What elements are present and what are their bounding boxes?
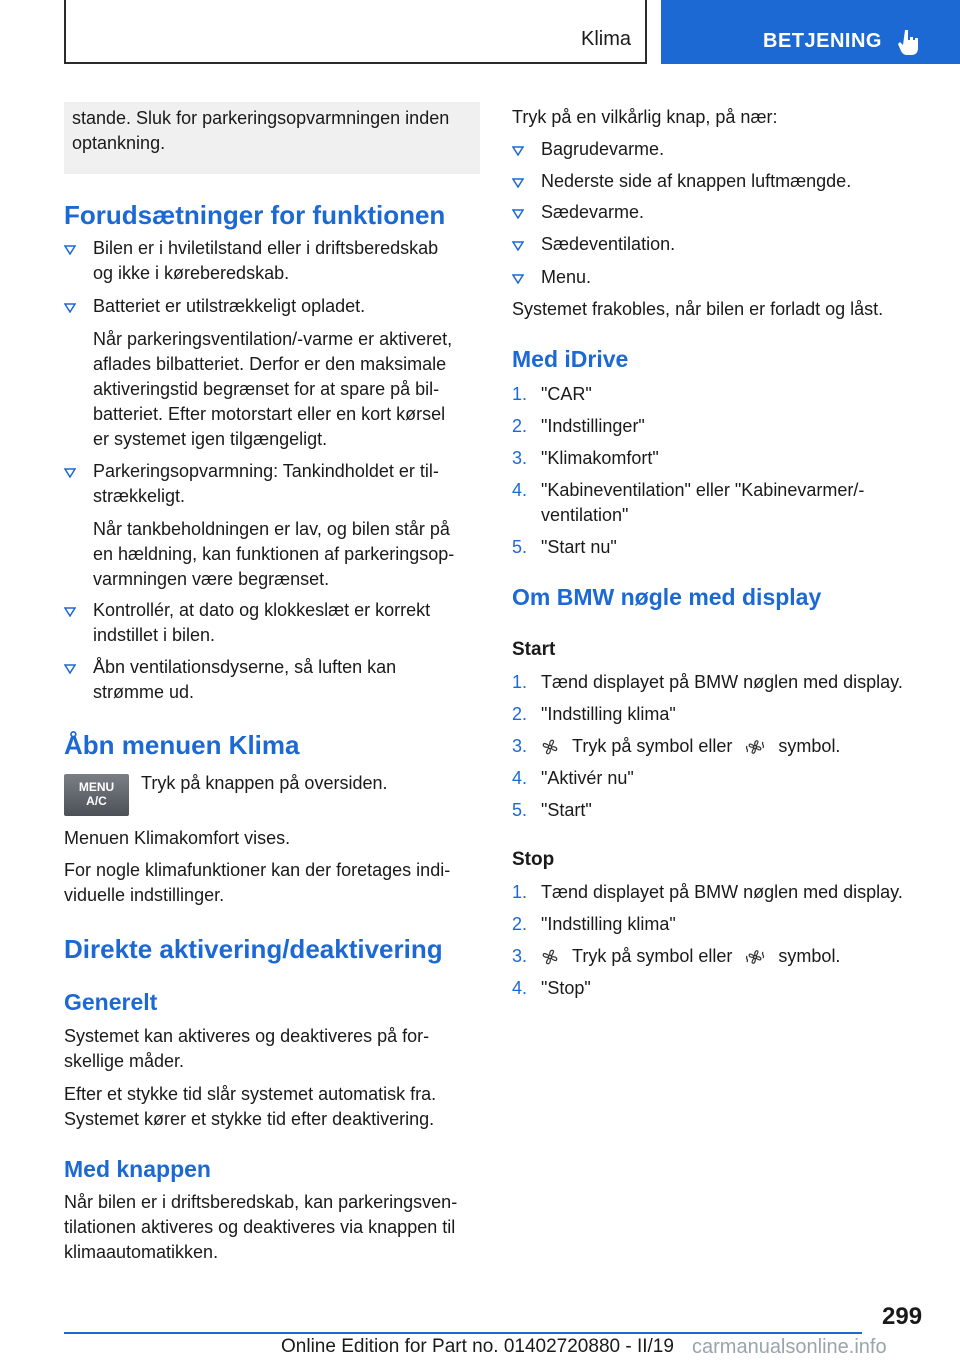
- list-item-text: Kontrollér, at dato og klokkeslæt er korrekt: [93, 600, 431, 620]
- list-item-text: og ikke i køreberedskab.: [93, 263, 290, 283]
- step-text: "Kabineventilation" eller "Kabinevarmer/-: [541, 480, 865, 500]
- list-item-text: Åbn ventilationsdyserne, så luften kan: [93, 657, 397, 677]
- continued-note: [64, 102, 480, 174]
- list-item-text: Parkeringsopvarmning: Tankindholdet er til-: [93, 461, 439, 481]
- paragraph-line: viduelle indstillinger.: [64, 885, 225, 905]
- list-item-text: Batteriet er utilstrækkeligt opladet.: [93, 296, 366, 316]
- menu-button-line: MENU: [78, 780, 115, 794]
- paragraph-line: tilationen aktiveres og deaktiveres via knappen til: [64, 1217, 456, 1237]
- paragraph-line: Systemet kører et stykke tid efter deaktivering.: [64, 1109, 435, 1129]
- step-number: 2.: [512, 704, 528, 724]
- list-item-text: Bagrudevarme.: [541, 139, 665, 159]
- general-paragraph: [64, 1024, 429, 1074]
- step-number: 1.: [512, 882, 528, 902]
- list-item-text: Sædevarme.: [541, 202, 645, 222]
- menu-button-line: A/C: [86, 794, 107, 808]
- step-text: "CAR": [541, 384, 592, 404]
- list-item-subtext: Når parkeringsventilation/-varme er aktiveret,: [93, 329, 453, 349]
- list-item-text: strømme ud.: [93, 682, 195, 702]
- step-text: Tryk på symbol eller: [572, 736, 733, 756]
- step-number: 1.: [512, 384, 528, 404]
- step-text: "Klimakomfort": [541, 448, 659, 468]
- after-text: Systemet frakobles, når bilen er forladt og låst.: [512, 299, 884, 319]
- triangle-bullet-icon: [64, 664, 76, 674]
- stop-heading: Stop: [512, 849, 555, 870]
- step-number: 3.: [512, 736, 528, 756]
- fan-heat-icon: [745, 948, 765, 966]
- paragraph-line: Efter et stykke tid slår systemet automatisk fra.: [64, 1084, 437, 1104]
- list-item-subtext: en hældning, kan funktionen af parkeringsop-: [93, 544, 455, 564]
- step-text: "Aktivér nu": [541, 768, 634, 788]
- triangle-bullet-icon: [512, 241, 524, 251]
- step-number: 1.: [512, 672, 528, 692]
- step-text: "Indstilling klima": [541, 704, 676, 724]
- step-number: 5.: [512, 537, 528, 557]
- triangle-bullet-icon: [512, 274, 524, 284]
- triangle-bullet-icon: [512, 178, 524, 188]
- fan-icon: [541, 948, 559, 966]
- header-tab-label: BETJENING: [763, 30, 882, 52]
- step-number: 3.: [512, 946, 528, 966]
- step-number: 4.: [512, 480, 528, 500]
- header-tab-betjening[interactable]: [661, 0, 960, 64]
- direct-heading: Direkte aktivering/deaktivering: [64, 934, 443, 964]
- step-number: 3.: [512, 448, 528, 468]
- header-section-box: [64, 0, 647, 64]
- list-item-text: Nederste side af knappen luftmængde.: [541, 171, 852, 191]
- general-heading: Generelt: [64, 989, 158, 1015]
- triangle-bullet-icon: [64, 607, 76, 617]
- list-item-subtext: er systemet igen tilgængeligt.: [93, 429, 328, 449]
- header-section-title: Klima: [580, 28, 631, 50]
- list-item-text: Sædeventilation.: [541, 234, 676, 254]
- step-text: "Indstilling klima": [541, 914, 676, 934]
- triangle-bullet-icon: [64, 303, 76, 313]
- paragraph-line: skellige måder.: [64, 1051, 185, 1071]
- step-text: "Start": [541, 800, 592, 820]
- hand-pointer-icon: [898, 28, 920, 56]
- page-number: 299: [882, 1303, 923, 1330]
- step-text: symbol.: [778, 946, 841, 966]
- prereq-heading: Forudsætninger for funktionen: [64, 200, 446, 230]
- footer-edition: Online Edition for Part no. 01402720880 - II/19: [281, 1336, 674, 1357]
- open-paragraph: Menuen Klimakomfort vises.: [64, 828, 291, 848]
- button-heading: Med knappen: [64, 1156, 211, 1182]
- button-paragraph: [64, 1190, 457, 1265]
- menu-ac-button-icon: [64, 774, 129, 816]
- intro-text: Tryk på en vilkårlig knap, på nær:: [512, 107, 778, 127]
- note-line: stande. Sluk for parkeringsopvarmningen inden: [72, 108, 450, 128]
- list-item-subtext: aflades bilbatteriet. Derfor er den maksimale: [93, 354, 447, 374]
- fan-icon: [541, 738, 559, 756]
- open-instruction: Tryk på knappen på oversiden.: [141, 773, 388, 793]
- general-paragraph-2: [64, 1082, 436, 1132]
- paragraph-line: klimaautomatikken.: [64, 1242, 219, 1262]
- step-text: symbol.: [778, 736, 841, 756]
- idrive-heading: Med iDrive: [512, 346, 629, 372]
- step-text: "Start nu": [541, 537, 617, 557]
- footer-divider: [64, 1332, 862, 1334]
- paragraph-line: For nogle klimafunktioner kan der foretages indi-: [64, 860, 451, 880]
- step-text: "Indstillinger": [541, 416, 645, 436]
- step-number: 2.: [512, 416, 528, 436]
- step-number: 2.: [512, 914, 528, 934]
- list-item-subtext: varmningen være begrænset.: [93, 569, 330, 589]
- step-text: Tænd displayet på BMW nøglen med display.: [541, 672, 903, 692]
- paragraph-line: Når bilen er i driftsberedskab, kan parkeringsven-: [64, 1192, 458, 1212]
- open-paragraph-2: [64, 858, 450, 908]
- list-item-text: Menu.: [541, 267, 592, 287]
- step-text: ventilation": [541, 505, 629, 525]
- start-heading: Start: [512, 639, 556, 660]
- list-item-text: Bilen er i hviletilstand eller i driftsberedskab: [93, 238, 439, 258]
- list-item-subtext: batteriet. Efter motorstart eller en kort kørsel: [93, 404, 446, 424]
- step-number: 5.: [512, 800, 528, 820]
- footer-watermark: carmanualsonline.info: [692, 1336, 887, 1358]
- key-heading: Om BMW nøgle med display: [512, 584, 822, 610]
- list-item-subtext: aktiveringstid begrænset for at spare på bil-: [93, 379, 440, 399]
- list-item-text: indstillet i bilen.: [93, 625, 216, 645]
- step-text: "Stop": [541, 978, 591, 998]
- triangle-bullet-icon: [64, 468, 76, 478]
- step-text: Tænd displayet på BMW nøglen med display.: [541, 882, 903, 902]
- paragraph-line: Systemet kan aktiveres og deaktiveres på for-: [64, 1026, 430, 1046]
- note-line: optankning.: [72, 133, 166, 153]
- list-item-text: strækkeligt.: [93, 486, 186, 506]
- triangle-bullet-icon: [512, 146, 524, 156]
- step-number: 4.: [512, 978, 528, 998]
- open-menu-heading: Åbn menuen Klima: [64, 730, 300, 760]
- fan-heat-icon: [745, 738, 765, 756]
- triangle-bullet-icon: [512, 209, 524, 219]
- step-number: 4.: [512, 768, 528, 788]
- triangle-bullet-icon: [64, 245, 76, 255]
- list-item-subtext: Når tankbeholdningen er lav, og bilen står på: [93, 519, 450, 539]
- step-text: Tryk på symbol eller: [572, 946, 733, 966]
